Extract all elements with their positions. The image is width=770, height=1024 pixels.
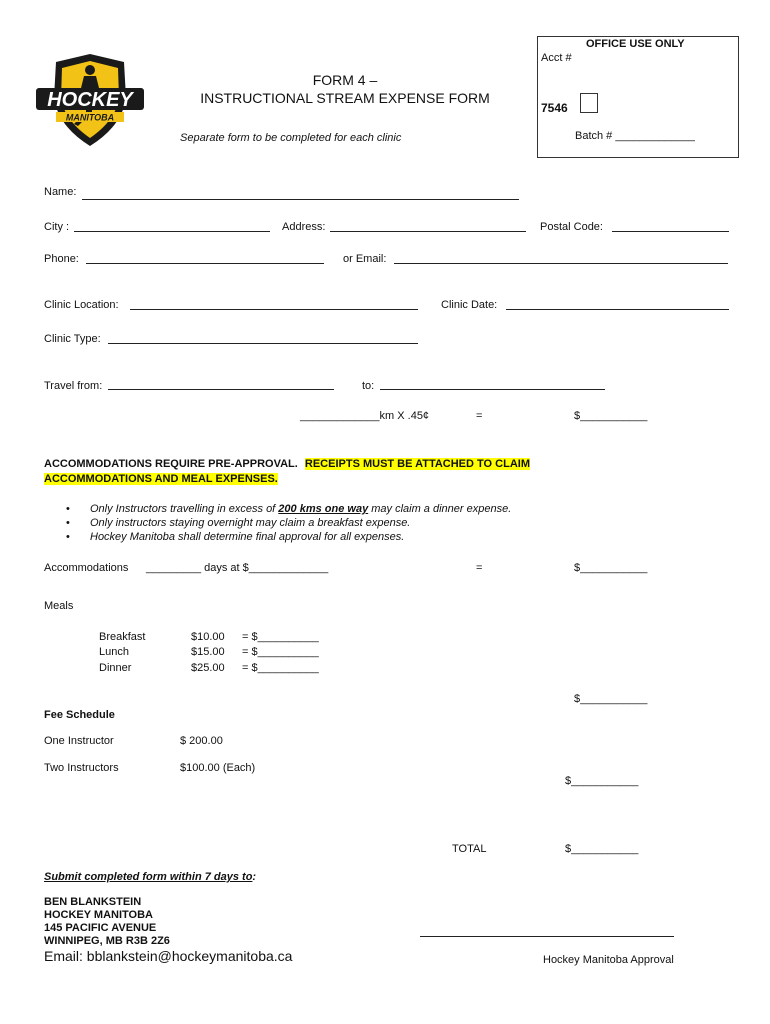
total-label: TOTAL xyxy=(452,843,487,855)
acct-label: Acct # xyxy=(541,52,572,64)
meal-amount[interactable]: = $__________ xyxy=(242,662,319,674)
postal-code-label: Postal Code: xyxy=(540,221,603,233)
form-title-line2: INSTRUCTIONAL STREAM EXPENSE FORM xyxy=(200,90,490,106)
clinic-date-field[interactable] xyxy=(506,309,729,310)
rule-dinner xyxy=(66,502,511,516)
meal-name: Lunch xyxy=(99,646,129,658)
hockey-shield-icon xyxy=(34,52,146,148)
approval-signature-line[interactable] xyxy=(420,936,674,937)
submit-heading-text: Submit completed form within 7 days to xyxy=(44,871,253,883)
form-title-line1: FORM 4 – xyxy=(312,72,378,88)
office-use-heading: OFFICE USE ONLY xyxy=(586,38,685,50)
email-field[interactable] xyxy=(394,263,728,264)
submit-email[interactable]: Email: bblankstein@hockeymanitoba.ca xyxy=(44,948,293,964)
notice-receipts: RECEIPTS MUST BE ATTACHED TO CLAIM xyxy=(304,458,530,470)
travel-from-label: Travel from: xyxy=(44,380,103,392)
logo-text-hockey: HOCKEY xyxy=(47,89,133,111)
submit-city: WINNIPEG, MB R3B 2Z6 xyxy=(44,935,170,947)
batch-label: Batch # _____________ xyxy=(575,130,695,142)
notice-preapproval: ACCOMMODATIONS REQUIRE PRE-APPROVAL. xyxy=(44,458,298,470)
address-field[interactable] xyxy=(330,231,526,232)
mileage-equals: = xyxy=(476,410,483,422)
phone-label: Phone: xyxy=(44,253,79,265)
rule-approval xyxy=(66,530,511,544)
travel-to-label: to: xyxy=(362,380,375,392)
meal-row xyxy=(99,631,339,645)
meal-price: $10.00 xyxy=(191,631,225,643)
meal-amount[interactable]: = $__________ xyxy=(242,631,319,643)
notice-line2 xyxy=(44,472,530,487)
rule-approval-text: Hockey Manitoba shall determine final approval for all expenses. xyxy=(90,531,405,543)
meal-price: $25.00 xyxy=(191,662,225,674)
travel-to-field[interactable] xyxy=(380,389,605,390)
expense-rules-list xyxy=(66,502,511,544)
fee-two-value: $100.00 (Each) xyxy=(180,762,256,774)
acct-checkbox[interactable] xyxy=(580,93,598,113)
meal-row xyxy=(99,646,339,660)
submit-heading xyxy=(44,871,256,883)
clinic-location-label: Clinic Location: xyxy=(44,299,119,311)
form-title xyxy=(180,71,510,107)
name-label: Name: xyxy=(44,186,77,198)
meals-heading: Meals xyxy=(44,600,74,612)
acct-code: 7546 xyxy=(541,101,568,115)
meal-name: Breakfast xyxy=(99,631,146,643)
submit-address xyxy=(44,896,170,948)
phone-field[interactable] xyxy=(86,263,324,264)
accommodations-equals: = xyxy=(476,562,483,574)
fee-one-label: One Instructor xyxy=(44,735,114,747)
city-label: City : xyxy=(44,221,70,233)
name-field[interactable] xyxy=(82,199,519,200)
submit-heading-colon: : xyxy=(252,871,257,883)
clinic-location-field[interactable] xyxy=(130,309,418,310)
accommodations-label: Accommodations xyxy=(44,562,129,574)
fee-amount[interactable]: $___________ xyxy=(565,775,639,787)
accommodations-days[interactable]: _________ days at $_____________ xyxy=(146,562,329,574)
hockey-manitoba-logo xyxy=(34,52,146,148)
logo-text-manitoba: MANITOBA xyxy=(65,112,115,123)
city-field[interactable] xyxy=(74,231,270,232)
total-amount[interactable]: $___________ xyxy=(565,843,639,855)
address-label: Address: xyxy=(282,221,326,233)
preapproval-notice xyxy=(44,457,530,487)
submit-org: HOCKEY MANITOBA xyxy=(44,909,153,921)
form-subtitle: Separate form to be completed for each clinic xyxy=(180,132,402,144)
fee-two-label: Two Instructors xyxy=(44,762,119,774)
meal-price: $15.00 xyxy=(191,646,225,658)
postal-code-field[interactable] xyxy=(612,231,729,232)
meal-amount[interactable]: = $__________ xyxy=(242,646,319,658)
notice-line1 xyxy=(44,457,530,472)
email-label: or Email: xyxy=(343,253,387,265)
submit-name: BEN BLANKSTEIN xyxy=(44,896,142,908)
clinic-type-label: Clinic Type: xyxy=(44,333,101,345)
clinic-date-label: Clinic Date: xyxy=(441,299,498,311)
mileage-amount[interactable]: $___________ xyxy=(574,410,648,422)
rule-dinner-post: may claim a dinner expense. xyxy=(368,503,512,515)
office-use-box xyxy=(537,36,739,158)
travel-from-field[interactable] xyxy=(108,389,334,390)
meal-row xyxy=(99,662,339,676)
clinic-type-field[interactable] xyxy=(108,343,418,344)
mileage-calc[interactable]: _____________km X .45¢ xyxy=(300,410,430,422)
meals-total-amount[interactable]: $___________ xyxy=(574,693,648,705)
rule-dinner-distance: 200 kms one way xyxy=(278,503,369,515)
rule-dinner-pre: Only Instructors travelling in excess of xyxy=(90,503,279,515)
approval-label: Hockey Manitoba Approval xyxy=(543,954,674,966)
notice-accommodations: ACCOMMODATIONS AND MEAL EXPENSES. xyxy=(44,473,278,485)
fee-one-value: $ 200.00 xyxy=(180,735,223,747)
submit-street: 145 PACIFIC AVENUE xyxy=(44,922,157,934)
meal-name: Dinner xyxy=(99,662,132,674)
rule-breakfast-text: Only instructors staying overnight may claim a breakfast expense. xyxy=(90,517,411,529)
rule-breakfast xyxy=(66,516,511,530)
accommodations-amount[interactable]: $___________ xyxy=(574,562,648,574)
fee-schedule-heading: Fee Schedule xyxy=(44,709,115,721)
